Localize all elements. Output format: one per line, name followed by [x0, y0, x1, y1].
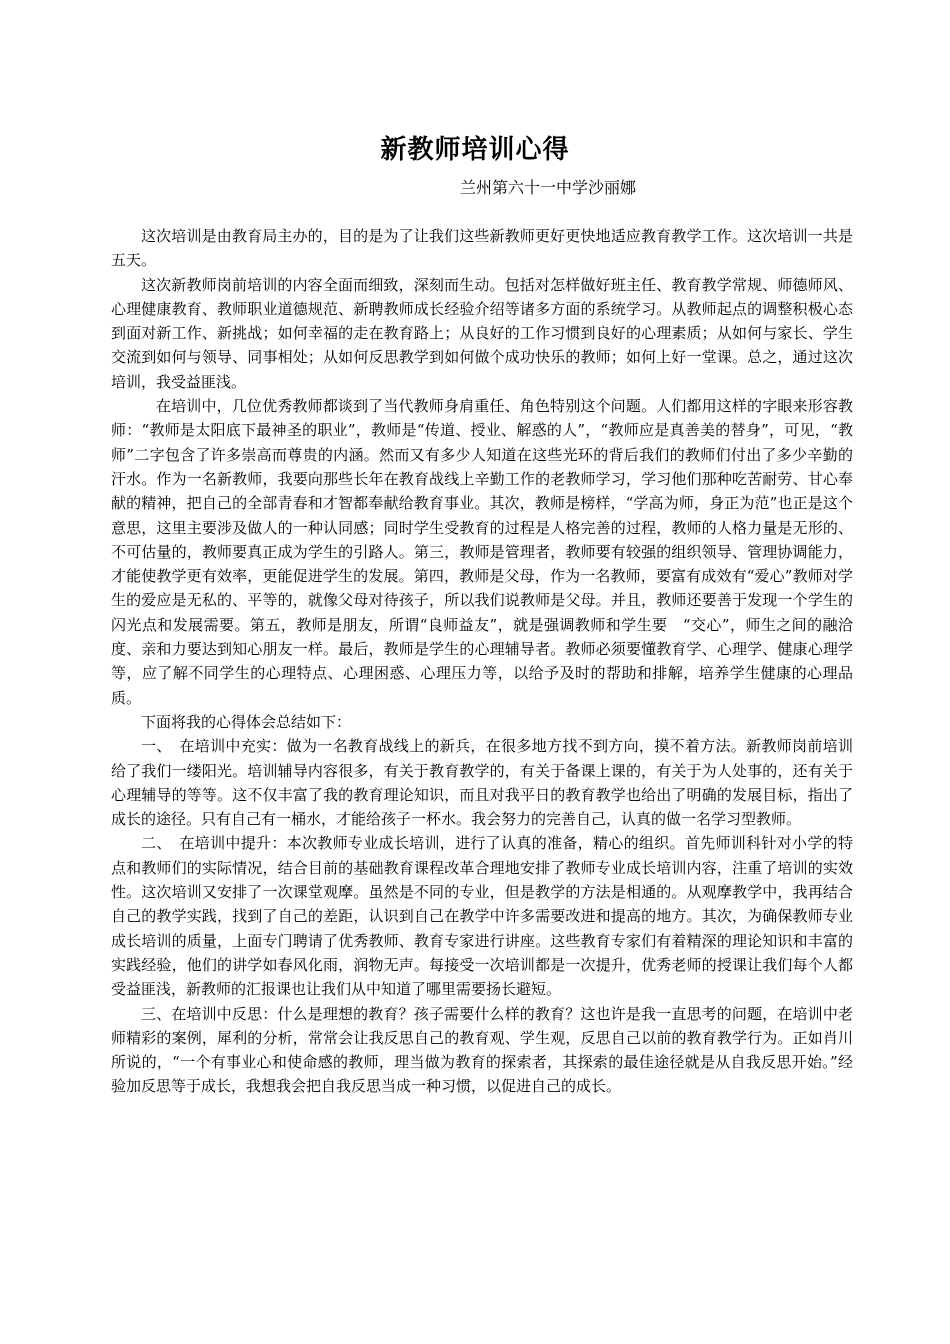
document-title: 新教师培训心得	[380, 135, 570, 165]
document-body	[111, 224, 853, 1099]
paragraph-point-three: 三、在培训中反思：什么是理想的教育？孩子需要什么样的教育？这也许是我一直思考的问题，在培训中老师精彩的案例，犀利的分析，常常会让我反思自己的教育观、学生观，反思自己以前的教育教学行为。正如肖川所说的，“一个有事业心和使命感的教师，理当做为教育的探索者，其探索的最佳途径就是从自我反思开始。”经验加反思等于成长，我想我会把自我反思当成一种习惯，以促进自己的成长。	[111, 1004, 853, 1096]
paragraph-teacher-roles: 在培训中，几位优秀教师都谈到了当代教师身肩重任、角色特别这个问题。人们都用这样的字眼来形容教师：“教师是太阳底下最神圣的职业”，教师是“传道、授业、解惑的人”，“教师应是真善美的替身”，可见，“教师”二字包含了许多崇高而尊贵的内涵。然而又有多少人知道在这些光环的背后我们的教师们付出了多少辛勤的汗水。作为一名新教师，我要向那些长年在教育战线上辛勤工作的老教师学习，学习他们那种吃苦耐劳、甘心奉献的精神，把自己的全部青春和才智都奉献给教育事业。其次，教师是榜样，“学高为师，身正为范”也正是这个意思，这里主要涉及做人的一种认同感；同时学生受教育的过程是人格完善的过程，教师的人格力量是无形的、不可估量的，教师要真正成为学生的引路人。第三，教师是管理者，教师要有较强的组织领导、管理协调能力，才能使教学更有效率，更能促进学生的发展。第四，教师是父母，作为一名教师，要富有成效有“爱心”教师对学生的爱应是无私的、平等的，就像父母对待孩子，所以我们说教师是父母。并且，教师还要善于发现一个学生的闪光点和发展需要。第五，教师是朋友，所谓“良师益友”，就是强调教师和学生要 “交心”，师生之间的融洽度、亲和力要达到知心朋友一样。最后，教师是学生的心理辅导者。教师必须要懂教育学、心理学、健康心理学等，应了解不同学生的心理特点、心理困惑、心理压力等，以给予及时的帮助和排解，培养学生健康的心理品质。	[111, 397, 853, 707]
paragraph-summary-intro: 下面将我的心得体会总结如下：	[141, 712, 352, 731]
paragraph-point-two: 二、 在培训中提升：本次教师专业成长培训，进行了认真的准备，精心的组织。首先师训科针对小学的特点和教师们的实际情况，结合目前的基础教育课程改革合理地安排了教师专业成长培训内容，注重了培训的实效性。这次培训又安排了一次课堂观摩。虽然是不同的专业，但是教学的方法是相通的。从观摩教学中，我再结合自己的教学实践，找到了自己的差距，认识到自己在教学中许多需要改进和提高的地方。其次，为确保教师专业成长培训的质量，上面专门聘请了优秀教师、教育专家进行讲座。这些教育专家们有着精深的理论知识和丰富的实践经验，他们的讲学如春风化雨，润物无声。每接受一次培训都是一次提升，优秀老师的授课让我们每个人都受益匪浅，新教师的汇报课也让我们从中知道了哪里需要扬长避短。	[111, 834, 853, 999]
author-line: 兰州第六十一中学沙丽娜	[460, 178, 637, 197]
paragraph-intro: 这次培训是由教育局主办的，目的是为了让我们这些新教师更好更快地适应教育教学工作。这次培训一共是五天。	[111, 227, 853, 270]
paragraph-training-content: 这次新教师岗前培训的内容全面而细致，深刻而生动。包括对怎样做好班主任、教育教学常规、师德师风、心理健康教育、教师职业道德规范、新聘教师成长经验介绍等诸多方面的系统学习。从教师起点的调整积极心态到面对新工作、新挑战；如何幸福的走在教育路上；从良好的工作习惯到良好的心理素质；从如何与家长、学生交流到如何与领导、同事相处；从如何反思教学到如何做个成功快乐的教师；如何上好一堂课。总之，通过这次培训，我受益匪浅。	[111, 275, 853, 391]
paragraph-point-one: 一、 在培训中充实：做为一名教育战线上的新兵，在很多地方找不到方向，摸不着方法。新教师岗前培训给了我们一缕阳光。培训辅导内容很多，有关于教育教学的，有关于备课上课的，有关于为人处事的，还有关于心理辅导的等等。这不仅丰富了我的教育理论知识，而且对我平日的教育教学也给出了明确的发展目标，指出了成长的途径。只有自己有一桶水，才能给孩子一杯水。我会努力的完善自己，认真的做一名学习型教师。	[111, 737, 853, 829]
